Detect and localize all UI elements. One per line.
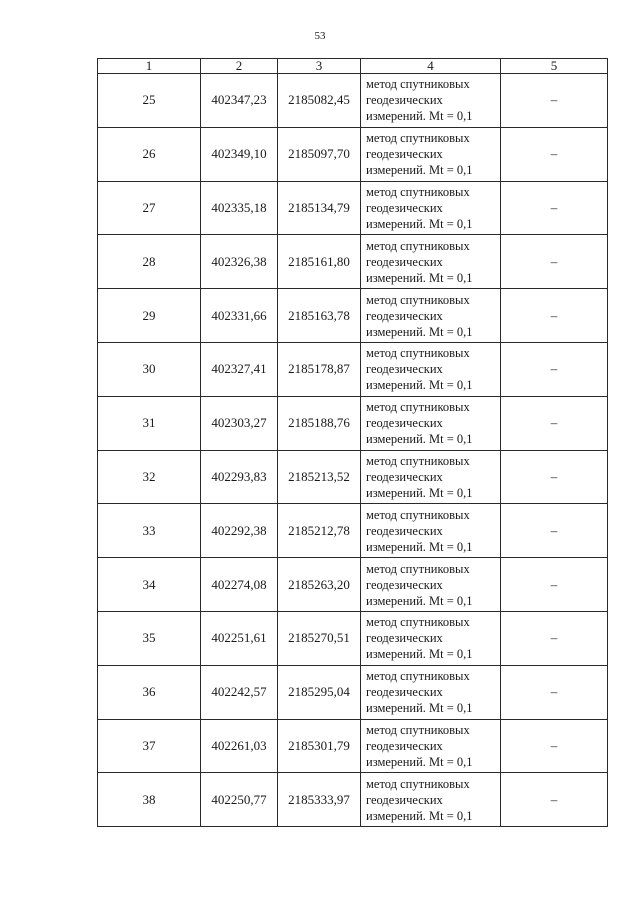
method-line: геодезических bbox=[366, 792, 443, 807]
method-line: измерений. Mt = 0,1 bbox=[366, 270, 473, 285]
x-coordinate-cell: 402242,57 bbox=[201, 665, 278, 719]
y-coordinate-cell: 2185213,52 bbox=[278, 450, 361, 504]
table-row bbox=[98, 396, 608, 450]
column-5-cell bbox=[501, 181, 608, 235]
x-coordinate-cell: 402292,38 bbox=[201, 504, 278, 558]
method-line: измерений. Mt = 0,1 bbox=[366, 163, 473, 178]
method-line: геодезических bbox=[366, 254, 443, 269]
column-5-cell bbox=[501, 665, 608, 719]
y-coordinate-cell: 2185263,20 bbox=[278, 558, 361, 612]
table-row bbox=[98, 450, 608, 504]
method-line: метод спутниковых bbox=[366, 346, 470, 361]
y-coordinate-cell: 2185134,79 bbox=[278, 181, 361, 235]
method-line: измерений. Mt = 0,1 bbox=[366, 324, 473, 339]
method-line: геодезических bbox=[366, 577, 443, 592]
method-cell bbox=[361, 773, 501, 827]
table-row bbox=[98, 181, 608, 235]
point-number-cell: 32 bbox=[98, 450, 201, 504]
method-cell bbox=[361, 289, 501, 343]
method-cell bbox=[361, 719, 501, 773]
column-header-4: 4 bbox=[361, 59, 501, 74]
x-coordinate-cell: 402349,10 bbox=[201, 127, 278, 181]
dash-value: – bbox=[550, 361, 558, 377]
method-line: метод спутниковых bbox=[366, 131, 470, 146]
method-cell bbox=[361, 665, 501, 719]
table-row bbox=[98, 719, 608, 773]
method-line: измерений. Mt = 0,1 bbox=[366, 378, 473, 393]
point-number-cell: 37 bbox=[98, 719, 201, 773]
y-coordinate-cell: 2185212,78 bbox=[278, 504, 361, 558]
y-coordinate-cell: 2185188,76 bbox=[278, 396, 361, 450]
method-cell bbox=[361, 558, 501, 612]
y-coordinate-cell: 2185163,78 bbox=[278, 289, 361, 343]
dash-value: – bbox=[550, 415, 558, 431]
column-5-cell bbox=[501, 450, 608, 504]
dash-value: – bbox=[550, 630, 558, 646]
method-line: геодезических bbox=[366, 738, 443, 753]
table-header-row bbox=[98, 59, 608, 74]
dash-value: – bbox=[550, 791, 558, 807]
column-5-cell bbox=[501, 74, 608, 128]
method-line: измерений. Mt = 0,1 bbox=[366, 701, 473, 716]
method-line: геодезических bbox=[366, 362, 443, 377]
dash-value: – bbox=[550, 522, 558, 538]
x-coordinate-cell: 402327,41 bbox=[201, 342, 278, 396]
method-cell bbox=[361, 611, 501, 665]
method-cell bbox=[361, 504, 501, 558]
x-coordinate-cell: 402293,83 bbox=[201, 450, 278, 504]
method-line: измерений. Mt = 0,1 bbox=[366, 216, 473, 231]
point-number-cell: 27 bbox=[98, 181, 201, 235]
table-row bbox=[98, 235, 608, 289]
point-number-cell: 34 bbox=[98, 558, 201, 612]
dash-value: – bbox=[550, 92, 558, 108]
x-coordinate-cell: 402335,18 bbox=[201, 181, 278, 235]
column-header-5: 5 bbox=[501, 59, 608, 74]
method-line: геодезических bbox=[366, 631, 443, 646]
x-coordinate-cell: 402261,03 bbox=[201, 719, 278, 773]
method-line: измерений. Mt = 0,1 bbox=[366, 109, 473, 124]
column-header-2: 2 bbox=[201, 59, 278, 74]
table-row bbox=[98, 558, 608, 612]
point-number-cell: 29 bbox=[98, 289, 201, 343]
dash-value: – bbox=[550, 684, 558, 700]
x-coordinate-cell: 402250,77 bbox=[201, 773, 278, 827]
method-line: измерений. Mt = 0,1 bbox=[366, 808, 473, 823]
method-cell bbox=[361, 181, 501, 235]
method-line: геодезических bbox=[366, 147, 443, 162]
dash-value: – bbox=[550, 307, 558, 323]
y-coordinate-cell: 2185270,51 bbox=[278, 611, 361, 665]
method-line: метод спутниковых bbox=[366, 184, 470, 199]
method-line: геодезических bbox=[366, 93, 443, 108]
table-row bbox=[98, 611, 608, 665]
column-header-3: 3 bbox=[278, 59, 361, 74]
method-cell bbox=[361, 342, 501, 396]
method-line: измерений. Mt = 0,1 bbox=[366, 593, 473, 608]
point-number-cell: 38 bbox=[98, 773, 201, 827]
method-line: метод спутниковых bbox=[366, 77, 470, 92]
method-line: метод спутниковых bbox=[366, 561, 470, 576]
method-cell bbox=[361, 396, 501, 450]
column-5-cell bbox=[501, 127, 608, 181]
x-coordinate-cell: 402326,38 bbox=[201, 235, 278, 289]
column-5-cell bbox=[501, 289, 608, 343]
column-5-cell bbox=[501, 342, 608, 396]
column-5-cell bbox=[501, 773, 608, 827]
method-line: метод спутниковых bbox=[366, 400, 470, 415]
method-line: метод спутниковых bbox=[366, 615, 470, 630]
table-row bbox=[98, 665, 608, 719]
point-number-cell: 26 bbox=[98, 127, 201, 181]
x-coordinate-cell: 402251,61 bbox=[201, 611, 278, 665]
dash-value: – bbox=[550, 253, 558, 269]
method-line: метод спутниковых bbox=[366, 669, 470, 684]
point-number-cell: 35 bbox=[98, 611, 201, 665]
dash-value: – bbox=[550, 199, 558, 215]
method-line: геодезических bbox=[366, 469, 443, 484]
method-line: измерений. Mt = 0,1 bbox=[366, 754, 473, 769]
table-row bbox=[98, 289, 608, 343]
x-coordinate-cell: 402274,08 bbox=[201, 558, 278, 612]
y-coordinate-cell: 2185295,04 bbox=[278, 665, 361, 719]
method-line: геодезических bbox=[366, 200, 443, 215]
method-line: геодезических bbox=[366, 416, 443, 431]
table-row bbox=[98, 504, 608, 558]
method-line: геодезических bbox=[366, 308, 443, 323]
method-line: метод спутниковых bbox=[366, 722, 470, 737]
x-coordinate-cell: 402347,23 bbox=[201, 74, 278, 128]
column-5-cell bbox=[501, 396, 608, 450]
point-number-cell: 31 bbox=[98, 396, 201, 450]
column-5-cell bbox=[501, 504, 608, 558]
column-5-cell bbox=[501, 235, 608, 289]
point-number-cell: 28 bbox=[98, 235, 201, 289]
dash-value: – bbox=[550, 468, 558, 484]
column-header-1: 1 bbox=[98, 59, 201, 74]
method-line: метод спутниковых bbox=[366, 292, 470, 307]
method-cell bbox=[361, 450, 501, 504]
dash-value: – bbox=[550, 737, 558, 753]
method-line: измерений. Mt = 0,1 bbox=[366, 539, 473, 554]
method-line: метод спутниковых bbox=[366, 507, 470, 522]
method-line: измерений. Mt = 0,1 bbox=[366, 485, 473, 500]
point-number-cell: 30 bbox=[98, 342, 201, 396]
y-coordinate-cell: 2185097,70 bbox=[278, 127, 361, 181]
table-row bbox=[98, 773, 608, 827]
y-coordinate-cell: 2185082,45 bbox=[278, 74, 361, 128]
method-line: измерений. Mt = 0,1 bbox=[366, 647, 473, 662]
method-line: измерений. Mt = 0,1 bbox=[366, 432, 473, 447]
method-line: метод спутниковых bbox=[366, 776, 470, 791]
column-5-cell bbox=[501, 611, 608, 665]
x-coordinate-cell: 402303,27 bbox=[201, 396, 278, 450]
point-number-cell: 33 bbox=[98, 504, 201, 558]
table-row bbox=[98, 127, 608, 181]
point-number-cell: 36 bbox=[98, 665, 201, 719]
method-cell bbox=[361, 235, 501, 289]
page-number: 53 bbox=[314, 30, 326, 42]
column-5-cell bbox=[501, 558, 608, 612]
table-row bbox=[98, 74, 608, 128]
method-line: геодезических bbox=[366, 685, 443, 700]
y-coordinate-cell: 2185301,79 bbox=[278, 719, 361, 773]
method-line: геодезических bbox=[366, 523, 443, 538]
y-coordinate-cell: 2185161,80 bbox=[278, 235, 361, 289]
y-coordinate-cell: 2185178,87 bbox=[278, 342, 361, 396]
method-cell bbox=[361, 74, 501, 128]
method-line: метод спутниковых bbox=[366, 453, 470, 468]
y-coordinate-cell: 2185333,97 bbox=[278, 773, 361, 827]
method-cell bbox=[361, 127, 501, 181]
x-coordinate-cell: 402331,66 bbox=[201, 289, 278, 343]
coordinates-table bbox=[97, 58, 608, 827]
dash-value: – bbox=[550, 576, 558, 592]
column-5-cell bbox=[501, 719, 608, 773]
point-number-cell: 25 bbox=[98, 74, 201, 128]
method-line: метод спутниковых bbox=[366, 238, 470, 253]
table-row bbox=[98, 342, 608, 396]
dash-value: – bbox=[550, 146, 558, 162]
